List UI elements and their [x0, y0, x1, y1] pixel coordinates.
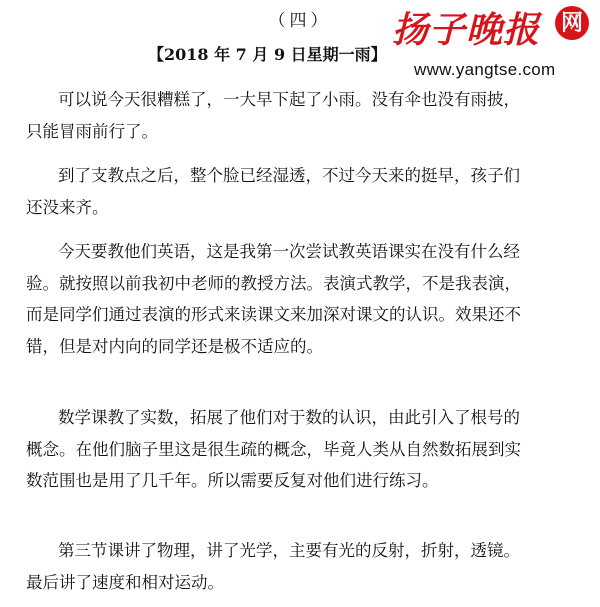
paragraph-line: 只能冒雨前行了。 [26, 121, 158, 141]
date-heading: 【2018 年 7 月 9 日星期一雨】 [148, 45, 387, 64]
paragraph-line: 第三节课讲了物理，讲了光学，主要有光的反射，折射，透镜。 [58, 541, 520, 560]
paragraph-3 [26, 236, 578, 362]
paragraph-line: 数范围也是用了几千年。所以需要反复对他们进行练习。 [26, 471, 439, 490]
paragraph-line: 错，但是对内向的同学还是极不适应的。 [26, 336, 323, 356]
paragraph-line: 最后讲了速度和相对运动。 [26, 572, 224, 592]
paragraph-5 [26, 535, 578, 598]
section-number: （四） [268, 11, 332, 31]
paragraph-line: 今天要教他们英语，这是我第一次尝试教英语课实在没有什么经 [58, 242, 520, 261]
paragraph-line: 到了支教点之后，整个脸已经湿透，不过今天来的挺早，孩子们 [58, 166, 520, 185]
paragraph-line: 概念。在他们脑子里这是很生疏的概念，毕竟人类从自然数拓展到实 [26, 439, 521, 459]
paragraph-1 [26, 84, 578, 147]
logo-wang-badge: 网 [555, 6, 589, 40]
yangtse-logo[interactable] [392, 0, 592, 92]
paragraph-line: 还没来齐。 [26, 197, 109, 217]
paragraph-4 [26, 402, 578, 497]
paragraph-line: 数学课教了实数，拓展了他们对于数的认识，由此引入了根号的 [58, 408, 520, 427]
paragraph-line: 可以说今天很糟糕了，一大早下起了小雨。没有伞也没有雨披， [58, 90, 520, 109]
paragraph-line: 而是同学们通过表演的形式来读课文来加深对课文的认识。效果还不 [26, 305, 521, 324]
paragraph-2 [26, 160, 578, 223]
paragraph-line: 验。就按照以前我初中老师的教授方法。表演式教学，不是我表演， [26, 273, 521, 293]
logo-name: 扬子晚报 [392, 9, 541, 51]
logo-url[interactable]: www.yangtse.com [414, 60, 556, 79]
